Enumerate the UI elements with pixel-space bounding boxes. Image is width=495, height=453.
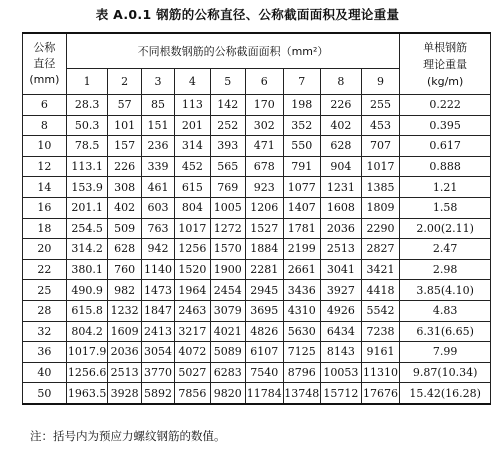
area-cell: 804 — [175, 197, 210, 218]
area-cell: 2036 — [108, 342, 141, 363]
table-row — [23, 300, 491, 321]
weight-header-line2: 理论重量 — [423, 57, 468, 71]
diameter-cell: 36 — [23, 342, 67, 363]
area-cell: 3041 — [321, 259, 362, 280]
area-cell: 198 — [283, 95, 321, 116]
area-cell: 1884 — [245, 239, 283, 260]
area-cell: 2513 — [321, 239, 362, 260]
area-cell: 157 — [108, 136, 141, 157]
area-cell: 113.1 — [66, 156, 108, 177]
area-cell: 308 — [108, 177, 141, 198]
area-cell: 707 — [361, 136, 400, 157]
area-cell: 615 — [175, 177, 210, 198]
table-row — [23, 321, 491, 342]
diameter-cell: 40 — [23, 362, 67, 383]
area-cell: 113 — [175, 95, 210, 116]
area-cell: 28.3 — [66, 95, 108, 116]
area-cell: 550 — [283, 136, 321, 157]
weight-cell: 2.47 — [400, 239, 491, 260]
area-cell: 2945 — [245, 280, 283, 301]
footnote: 注：括号内为预应力螺纹钢筋的数值。 — [30, 429, 226, 443]
area-cell: 628 — [108, 239, 141, 260]
area-cell: 923 — [245, 177, 283, 198]
area-cell: 402 — [321, 115, 362, 136]
area-cell: 1140 — [141, 259, 174, 280]
area-cell: 3079 — [210, 300, 245, 321]
area-cell: 78.5 — [66, 136, 108, 157]
table-row — [23, 136, 491, 157]
area-cell: 4926 — [321, 300, 362, 321]
count-header-1: 1 — [66, 69, 108, 95]
area-cell: 1809 — [361, 197, 400, 218]
area-cell: 5089 — [210, 342, 245, 363]
table-row — [23, 383, 491, 404]
weight-cell: 0.395 — [400, 115, 491, 136]
weight-cell: 0.617 — [400, 136, 491, 157]
area-cell: 565 — [210, 156, 245, 177]
area-cell: 402 — [108, 197, 141, 218]
area-cell: 1570 — [210, 239, 245, 260]
area-cell: 2036 — [321, 218, 362, 239]
diameter-header — [23, 33, 67, 95]
area-cell: 11310 — [361, 362, 400, 383]
area-cell: 1407 — [283, 197, 321, 218]
area-cell: 603 — [141, 197, 174, 218]
area-cell: 4826 — [245, 321, 283, 342]
area-cell: 2463 — [175, 300, 210, 321]
area-cell: 255 — [361, 95, 400, 116]
table-row — [23, 95, 491, 116]
area-cell: 804.2 — [66, 321, 108, 342]
area-cell: 380.1 — [66, 259, 108, 280]
area-cell: 201 — [175, 115, 210, 136]
diameter-cell: 50 — [23, 383, 67, 404]
area-cell: 769 — [210, 177, 245, 198]
area-cell: 2661 — [283, 259, 321, 280]
area-cell: 339 — [141, 156, 174, 177]
area-cell: 254.5 — [66, 218, 108, 239]
weight-cell: 1.21 — [400, 177, 491, 198]
count-header-6: 6 — [245, 69, 283, 95]
diameter-header-line2: 直径 — [33, 57, 56, 70]
area-cell: 942 — [141, 239, 174, 260]
area-cell: 471 — [245, 136, 283, 157]
diameter-cell: 20 — [23, 239, 67, 260]
area-cell: 236 — [141, 136, 174, 157]
area-cell: 1077 — [283, 177, 321, 198]
area-cell: 101 — [108, 115, 141, 136]
area-cell: 1385 — [361, 177, 400, 198]
area-cell: 1232 — [108, 300, 141, 321]
area-cell: 151 — [141, 115, 174, 136]
area-cell: 8796 — [283, 362, 321, 383]
area-cell: 2413 — [141, 321, 174, 342]
area-cell: 153.9 — [66, 177, 108, 198]
weight-cell: 0.888 — [400, 156, 491, 177]
table-row — [23, 197, 491, 218]
table-row — [23, 280, 491, 301]
diameter-cell: 22 — [23, 259, 67, 280]
rebar-table — [22, 32, 491, 405]
weight-cell: 4.83 — [400, 300, 491, 321]
count-header-4: 4 — [175, 69, 210, 95]
area-cell: 10053 — [321, 362, 362, 383]
area-cell: 791 — [283, 156, 321, 177]
weight-cell: 2.98 — [400, 259, 491, 280]
diameter-cell: 25 — [23, 280, 67, 301]
area-cell: 226 — [321, 95, 362, 116]
area-cell: 85 — [141, 95, 174, 116]
area-cell: 4021 — [210, 321, 245, 342]
area-cell: 3217 — [175, 321, 210, 342]
area-cell: 1900 — [210, 259, 245, 280]
area-cell: 1005 — [210, 197, 245, 218]
area-cell: 3421 — [361, 259, 400, 280]
diameter-cell: 14 — [23, 177, 67, 198]
diameter-cell: 6 — [23, 95, 67, 116]
area-cell: 170 — [245, 95, 283, 116]
diameter-cell: 8 — [23, 115, 67, 136]
diameter-header-line3: (mm) — [29, 73, 60, 86]
weight-cell: 15.42(16.28) — [400, 383, 491, 404]
weight-cell: 3.85(4.10) — [400, 280, 491, 301]
area-cell: 3695 — [245, 300, 283, 321]
area-cell: 7238 — [361, 321, 400, 342]
diameter-cell: 12 — [23, 156, 67, 177]
area-cell: 3770 — [141, 362, 174, 383]
weight-cell: 6.31(6.65) — [400, 321, 491, 342]
area-cell: 1520 — [175, 259, 210, 280]
area-cell: 461 — [141, 177, 174, 198]
weight-header — [400, 33, 491, 95]
area-cell: 7125 — [283, 342, 321, 363]
area-cell: 3436 — [283, 280, 321, 301]
area-cell: 4310 — [283, 300, 321, 321]
area-cell: 3928 — [108, 383, 141, 404]
diameter-cell: 16 — [23, 197, 67, 218]
table-row — [23, 156, 491, 177]
diameter-cell: 10 — [23, 136, 67, 157]
table-title: 表 A.0.1 钢筋的公称直径、公称截面面积及理论重量 — [95, 7, 400, 22]
table-row — [23, 362, 491, 383]
area-cell: 1964 — [175, 280, 210, 301]
area-cell: 509 — [108, 218, 141, 239]
area-cell: 2199 — [283, 239, 321, 260]
area-cell: 1781 — [283, 218, 321, 239]
weight-header-line1: 单根钢筋 — [423, 40, 468, 54]
area-cell: 1017 — [361, 156, 400, 177]
area-cell: 678 — [245, 156, 283, 177]
area-cell: 5027 — [175, 362, 210, 383]
area-cell: 302 — [245, 115, 283, 136]
area-cell: 393 — [210, 136, 245, 157]
weight-cell: 7.99 — [400, 342, 491, 363]
area-cell: 6434 — [321, 321, 362, 342]
area-cell: 5892 — [141, 383, 174, 404]
area-cell: 9161 — [361, 342, 400, 363]
area-cell: 1609 — [108, 321, 141, 342]
area-cell: 760 — [108, 259, 141, 280]
area-cell: 1847 — [141, 300, 174, 321]
area-cell: 763 — [141, 218, 174, 239]
area-cell: 4072 — [175, 342, 210, 363]
count-header-5: 5 — [210, 69, 245, 95]
table-row — [23, 177, 491, 198]
area-cell: 2290 — [361, 218, 400, 239]
area-cell: 57 — [108, 95, 141, 116]
area-cell: 352 — [283, 115, 321, 136]
area-cell: 2827 — [361, 239, 400, 260]
area-cell: 1473 — [141, 280, 174, 301]
weight-header-line3: (kg/m) — [426, 74, 464, 88]
diameter-cell: 32 — [23, 321, 67, 342]
area-cell: 50.3 — [66, 115, 108, 136]
area-cell: 2513 — [108, 362, 141, 383]
area-cell: 11784 — [245, 383, 283, 404]
weight-cell: 2.00(2.11) — [400, 218, 491, 239]
area-cell: 5542 — [361, 300, 400, 321]
count-header-3: 3 — [141, 69, 174, 95]
area-group-header: 不同根数钢筋的公称截面面积（mm²） — [66, 33, 399, 69]
weight-cell: 9.87(10.34) — [400, 362, 491, 383]
area-cell: 6283 — [210, 362, 245, 383]
area-cell: 982 — [108, 280, 141, 301]
area-cell: 1231 — [321, 177, 362, 198]
area-cell: 1256 — [175, 239, 210, 260]
count-header-2: 2 — [108, 69, 141, 95]
area-cell: 9820 — [210, 383, 245, 404]
area-cell: 252 — [210, 115, 245, 136]
weight-cell: 0.222 — [400, 95, 491, 116]
area-cell: 17676 — [361, 383, 400, 404]
area-cell: 226 — [108, 156, 141, 177]
area-cell: 1608 — [321, 197, 362, 218]
count-header-7: 7 — [283, 69, 321, 95]
area-cell: 628 — [321, 136, 362, 157]
diameter-cell: 28 — [23, 300, 67, 321]
area-cell: 452 — [175, 156, 210, 177]
count-header-9: 9 — [361, 69, 400, 95]
area-cell: 5630 — [283, 321, 321, 342]
area-cell: 1256.6 — [66, 362, 108, 383]
area-cell: 4418 — [361, 280, 400, 301]
area-cell: 142 — [210, 95, 245, 116]
area-cell: 13748 — [283, 383, 321, 404]
table-row — [23, 115, 491, 136]
area-cell: 2281 — [245, 259, 283, 280]
area-cell: 615.8 — [66, 300, 108, 321]
count-header-8: 8 — [321, 69, 362, 95]
weight-cell: 1.58 — [400, 197, 491, 218]
area-cell: 3927 — [321, 280, 362, 301]
area-cell: 1017.9 — [66, 342, 108, 363]
area-cell: 7856 — [175, 383, 210, 404]
table-row — [23, 239, 491, 260]
area-cell: 453 — [361, 115, 400, 136]
area-cell: 8143 — [321, 342, 362, 363]
table-row — [23, 342, 491, 363]
area-cell: 7540 — [245, 362, 283, 383]
area-cell: 904 — [321, 156, 362, 177]
area-cell: 3054 — [141, 342, 174, 363]
area-cell: 2454 — [210, 280, 245, 301]
area-cell: 1206 — [245, 197, 283, 218]
area-cell: 1527 — [245, 218, 283, 239]
area-cell: 314 — [175, 136, 210, 157]
diameter-header-line1: 公称 — [33, 41, 56, 54]
area-cell: 490.9 — [66, 280, 108, 301]
area-cell: 201.1 — [66, 197, 108, 218]
table-row — [23, 259, 491, 280]
area-cell: 1963.5 — [66, 383, 108, 404]
area-cell: 1272 — [210, 218, 245, 239]
diameter-cell: 18 — [23, 218, 67, 239]
area-cell: 314.2 — [66, 239, 108, 260]
area-cell: 1017 — [175, 218, 210, 239]
area-cell: 15712 — [321, 383, 362, 404]
table-row — [23, 218, 491, 239]
area-cell: 6107 — [245, 342, 283, 363]
